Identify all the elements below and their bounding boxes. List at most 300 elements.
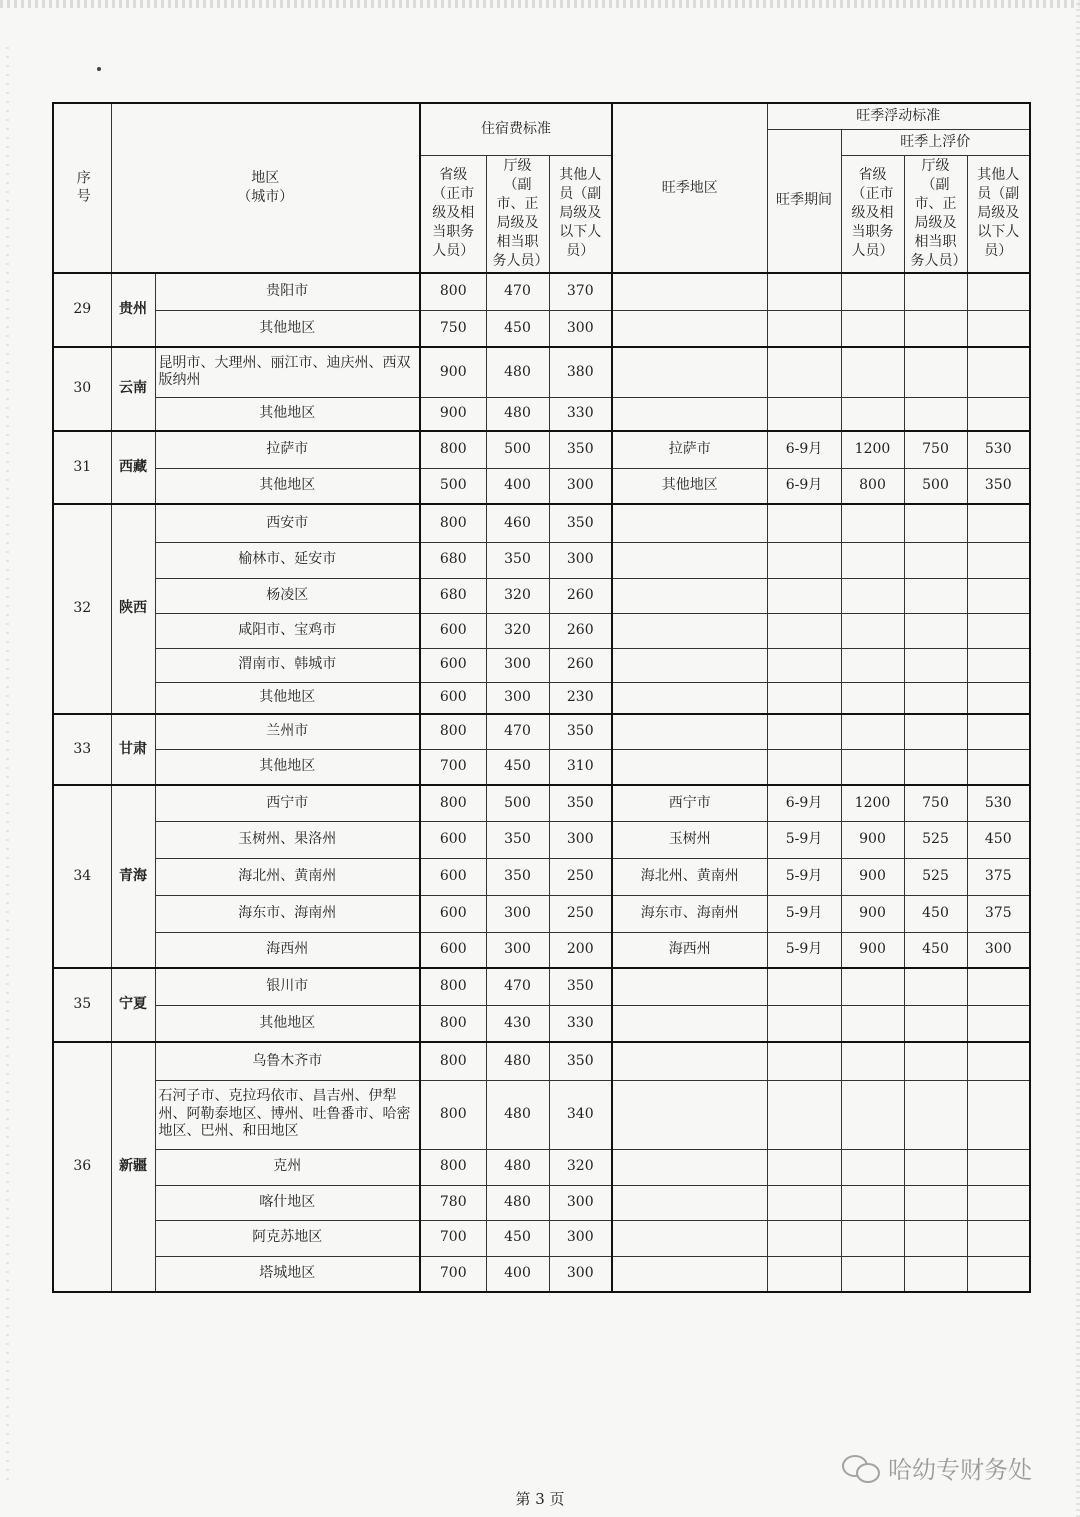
header-peak-period: 旺季期间 <box>767 129 841 273</box>
page-number: 第 3 页 <box>515 1490 565 1508</box>
peak-rate-bureau <box>904 1042 967 1080</box>
peak-rate-provincial: 900 <box>841 858 904 895</box>
province-number: 36 <box>53 1042 111 1292</box>
rate-provincial: 800 <box>420 1080 486 1149</box>
peak-rate-provincial: 900 <box>841 895 904 932</box>
peak-period-cell: 6-9月 <box>767 468 841 504</box>
table-row <box>53 1080 1030 1149</box>
area-cell: 杨凌区 <box>155 578 420 613</box>
province-number: 34 <box>53 785 111 968</box>
table-row <box>53 468 1030 504</box>
peak-rate-bureau: 450 <box>904 895 967 932</box>
rate-provincial: 700 <box>420 1220 486 1256</box>
peak-rate-bureau <box>904 1256 967 1292</box>
peak-area-cell <box>612 397 767 431</box>
peak-period-cell <box>767 504 841 542</box>
lodging-standard-table <box>52 102 1031 1293</box>
rate-other: 340 <box>549 1080 612 1149</box>
scan-edge-right <box>1076 0 1080 1517</box>
rate-other: 300 <box>549 1185 612 1220</box>
peak-rate-other: 530 <box>967 431 1030 468</box>
table-row <box>53 858 1030 895</box>
header-peak-float: 旺季浮动标准 <box>767 103 1030 129</box>
peak-rate-other <box>967 273 1030 310</box>
table-row <box>53 682 1030 714</box>
header-region <box>111 103 420 273</box>
rate-provincial: 900 <box>420 397 486 431</box>
province-name: 甘肃 <box>111 714 155 785</box>
peak-rate-bureau <box>904 347 967 397</box>
peak-area-cell <box>612 273 767 310</box>
peak-rate-provincial <box>841 1220 904 1256</box>
area-cell: 喀什地区 <box>155 1185 420 1220</box>
header-region-sub: （城市） <box>237 189 294 205</box>
rate-bureau: 320 <box>486 578 549 613</box>
wechat-icon <box>842 1453 880 1483</box>
peak-period-cell <box>767 1149 841 1185</box>
scan-speck <box>97 67 101 71</box>
peak-rate-other <box>967 648 1030 682</box>
rate-other: 200 <box>549 932 612 968</box>
rate-other: 250 <box>549 858 612 895</box>
table-row <box>53 1005 1030 1042</box>
table-row <box>53 968 1030 1005</box>
peak-period-cell: 5-9月 <box>767 932 841 968</box>
table-row <box>53 310 1030 347</box>
rate-provincial: 680 <box>420 542 486 578</box>
peak-rate-bureau <box>904 648 967 682</box>
header-peak-area: 旺季地区 <box>612 103 767 273</box>
peak-area-cell: 海西州 <box>612 932 767 968</box>
peak-period-cell <box>767 397 841 431</box>
rate-other: 300 <box>549 310 612 347</box>
peak-rate-other <box>967 504 1030 542</box>
area-cell: 榆林市、延安市 <box>155 542 420 578</box>
peak-period-cell <box>767 542 841 578</box>
peak-rate-bureau: 525 <box>904 821 967 858</box>
rate-bureau: 480 <box>486 1042 549 1080</box>
peak-period-cell <box>767 1220 841 1256</box>
rate-bureau: 450 <box>486 1220 549 1256</box>
rate-provincial: 500 <box>420 468 486 504</box>
peak-period-cell: 5-9月 <box>767 895 841 932</box>
rate-other: 300 <box>549 1256 612 1292</box>
rate-bureau: 300 <box>486 682 549 714</box>
peak-rate-other <box>967 1005 1030 1042</box>
rate-bureau: 400 <box>486 468 549 504</box>
area-cell: 其他地区 <box>155 682 420 714</box>
table-row <box>53 578 1030 613</box>
peak-rate-bureau <box>904 504 967 542</box>
table-row <box>53 347 1030 397</box>
peak-rate-provincial <box>841 613 904 648</box>
province-number: 29 <box>53 273 111 347</box>
peak-area-cell <box>612 613 767 648</box>
peak-rate-provincial <box>841 542 904 578</box>
peak-period-cell <box>767 648 841 682</box>
table-row <box>53 1042 1030 1080</box>
area-cell: 海东市、海南州 <box>155 895 420 932</box>
rate-other: 370 <box>549 273 612 310</box>
rate-provincial: 600 <box>420 932 486 968</box>
peak-rate-provincial: 800 <box>841 468 904 504</box>
rate-provincial: 780 <box>420 1185 486 1220</box>
peak-period-cell <box>767 968 841 1005</box>
table-body <box>53 273 1030 1292</box>
peak-period-cell <box>767 613 841 648</box>
area-cell: 西安市 <box>155 504 420 542</box>
peak-area-cell <box>612 648 767 682</box>
rate-bureau: 300 <box>486 648 549 682</box>
peak-rate-provincial <box>841 1042 904 1080</box>
header-lodging-std: 住宿费标准 <box>420 103 612 155</box>
table-row <box>53 1256 1030 1292</box>
rate-bureau: 470 <box>486 714 549 749</box>
peak-rate-bureau <box>904 714 967 749</box>
area-cell: 海西州 <box>155 932 420 968</box>
rate-provincial: 750 <box>420 310 486 347</box>
peak-rate-other <box>967 347 1030 397</box>
table-row <box>53 932 1030 968</box>
rate-bureau: 430 <box>486 1005 549 1042</box>
peak-rate-provincial <box>841 1256 904 1292</box>
header-col-dept: 厅级（副市、正局级及相当职务人员） <box>486 155 549 273</box>
peak-period-cell: 6-9月 <box>767 785 841 821</box>
scan-edge-left <box>6 40 9 1480</box>
table-row <box>53 821 1030 858</box>
header-col-prov-peak: 省级（正市级及相当职务人员） <box>841 155 904 273</box>
header-col-prov: 省级（正市级及相当职务人员） <box>420 155 486 273</box>
peak-rate-provincial <box>841 347 904 397</box>
peak-rate-bureau: 750 <box>904 431 967 468</box>
rate-bureau: 460 <box>486 504 549 542</box>
area-cell: 兰州市 <box>155 714 420 749</box>
peak-rate-other <box>967 613 1030 648</box>
rate-other: 230 <box>549 682 612 714</box>
peak-rate-bureau <box>904 578 967 613</box>
rate-other: 260 <box>549 613 612 648</box>
header-peak-up: 旺季上浮价 <box>841 129 1030 155</box>
rate-bureau: 300 <box>486 895 549 932</box>
peak-rate-other: 300 <box>967 932 1030 968</box>
rate-provincial: 700 <box>420 749 486 785</box>
peak-period-cell <box>767 347 841 397</box>
table-row <box>53 1149 1030 1185</box>
peak-area-cell <box>612 1256 767 1292</box>
rate-provincial: 700 <box>420 1256 486 1292</box>
area-cell: 其他地区 <box>155 310 420 347</box>
peak-rate-other <box>967 310 1030 347</box>
peak-rate-provincial <box>841 1080 904 1149</box>
rate-provincial: 800 <box>420 968 486 1005</box>
peak-area-cell <box>612 714 767 749</box>
rate-provincial: 800 <box>420 714 486 749</box>
peak-period-cell: 5-9月 <box>767 858 841 895</box>
rate-other: 300 <box>549 542 612 578</box>
peak-rate-bureau: 500 <box>904 468 967 504</box>
peak-rate-other <box>967 749 1030 785</box>
peak-rate-other <box>967 1256 1030 1292</box>
peak-area-cell <box>612 968 767 1005</box>
peak-rate-other <box>967 1042 1030 1080</box>
province-name: 西藏 <box>111 431 155 504</box>
scan-edge-top <box>0 0 1080 8</box>
peak-rate-other: 375 <box>967 895 1030 932</box>
rate-bureau: 500 <box>486 785 549 821</box>
peak-period-cell <box>767 1005 841 1042</box>
peak-rate-provincial <box>841 648 904 682</box>
rate-bureau: 350 <box>486 542 549 578</box>
peak-rate-other: 450 <box>967 821 1030 858</box>
peak-area-cell <box>612 504 767 542</box>
peak-rate-other <box>967 1080 1030 1149</box>
table-row <box>53 749 1030 785</box>
peak-rate-bureau <box>904 1185 967 1220</box>
province-number: 30 <box>53 347 111 431</box>
rate-provincial: 600 <box>420 895 486 932</box>
table-row <box>53 431 1030 468</box>
peak-rate-bureau <box>904 310 967 347</box>
rate-other: 310 <box>549 749 612 785</box>
rate-other: 300 <box>549 1220 612 1256</box>
peak-rate-bureau <box>904 1080 967 1149</box>
peak-rate-other <box>967 1220 1030 1256</box>
rate-provincial: 800 <box>420 431 486 468</box>
table-row <box>53 613 1030 648</box>
peak-period-cell <box>767 1042 841 1080</box>
peak-area-cell <box>612 1005 767 1042</box>
header-col-other-peak: 其他人员（副局级及以下人员） <box>967 155 1030 273</box>
peak-rate-provincial <box>841 1005 904 1042</box>
rate-other: 320 <box>549 1149 612 1185</box>
rate-bureau: 450 <box>486 310 549 347</box>
peak-area-cell <box>612 347 767 397</box>
peak-rate-provincial: 1200 <box>841 431 904 468</box>
header-region-label: 地区 <box>251 170 280 186</box>
peak-rate-provincial: 1200 <box>841 785 904 821</box>
rate-bureau: 480 <box>486 397 549 431</box>
area-cell: 西宁市 <box>155 785 420 821</box>
rate-provincial: 800 <box>420 1005 486 1042</box>
rate-provincial: 800 <box>420 504 486 542</box>
province-name: 云南 <box>111 347 155 431</box>
peak-area-cell: 海北州、黄南州 <box>612 858 767 895</box>
area-cell: 石河子市、克拉玛依市、昌吉州、伊犁州、阿勒泰地区、博州、吐鲁番市、哈密地区、巴州、和田地区 <box>155 1080 420 1149</box>
rate-bureau: 480 <box>486 1080 549 1149</box>
peak-period-cell <box>767 714 841 749</box>
peak-rate-provincial: 900 <box>841 932 904 968</box>
peak-rate-bureau: 525 <box>904 858 967 895</box>
peak-rate-other: 350 <box>967 468 1030 504</box>
rate-provincial: 600 <box>420 858 486 895</box>
area-cell: 其他地区 <box>155 1005 420 1042</box>
peak-area-cell: 其他地区 <box>612 468 767 504</box>
peak-rate-provincial: 900 <box>841 821 904 858</box>
area-cell: 其他地区 <box>155 749 420 785</box>
rate-provincial: 600 <box>420 821 486 858</box>
rate-other: 300 <box>549 821 612 858</box>
peak-rate-other: 375 <box>967 858 1030 895</box>
peak-rate-bureau <box>904 749 967 785</box>
table-row <box>53 895 1030 932</box>
rate-provincial: 800 <box>420 1149 486 1185</box>
peak-period-cell <box>767 1256 841 1292</box>
peak-area-cell <box>612 310 767 347</box>
area-cell: 阿克苏地区 <box>155 1220 420 1256</box>
rate-bureau: 350 <box>486 858 549 895</box>
rate-provincial: 800 <box>420 273 486 310</box>
peak-area-cell <box>612 1149 767 1185</box>
province-number: 32 <box>53 504 111 714</box>
peak-period-cell <box>767 682 841 714</box>
peak-rate-bureau: 750 <box>904 785 967 821</box>
peak-rate-other <box>967 682 1030 714</box>
area-cell: 银川市 <box>155 968 420 1005</box>
peak-area-cell: 海东市、海南州 <box>612 895 767 932</box>
peak-area-cell <box>612 1080 767 1149</box>
peak-rate-bureau <box>904 682 967 714</box>
peak-period-cell <box>767 1080 841 1149</box>
rate-other: 330 <box>549 397 612 431</box>
peak-rate-other: 530 <box>967 785 1030 821</box>
peak-rate-provincial <box>841 310 904 347</box>
peak-rate-bureau <box>904 1220 967 1256</box>
rate-other: 350 <box>549 431 612 468</box>
rate-other: 260 <box>549 648 612 682</box>
peak-period-cell: 5-9月 <box>767 821 841 858</box>
area-cell: 其他地区 <box>155 468 420 504</box>
area-cell: 海北州、黄南州 <box>155 858 420 895</box>
area-cell: 塔城地区 <box>155 1256 420 1292</box>
rate-other: 350 <box>549 504 612 542</box>
peak-area-cell <box>612 542 767 578</box>
peak-rate-other <box>967 542 1030 578</box>
peak-rate-other <box>967 397 1030 431</box>
rate-other: 350 <box>549 968 612 1005</box>
province-number: 33 <box>53 714 111 785</box>
rate-bureau: 480 <box>486 1185 549 1220</box>
rate-bureau: 470 <box>486 968 549 1005</box>
peak-period-cell <box>767 749 841 785</box>
table-row <box>53 273 1030 310</box>
rate-other: 380 <box>549 347 612 397</box>
rate-bureau: 320 <box>486 613 549 648</box>
rate-other: 260 <box>549 578 612 613</box>
area-cell: 咸阳市、宝鸡市 <box>155 613 420 648</box>
peak-area-cell <box>612 1185 767 1220</box>
peak-rate-provincial <box>841 273 904 310</box>
peak-area-cell <box>612 682 767 714</box>
province-name: 新疆 <box>111 1042 155 1292</box>
peak-rate-other <box>967 1149 1030 1185</box>
rate-other: 250 <box>549 895 612 932</box>
rate-other: 350 <box>549 785 612 821</box>
table-row <box>53 504 1030 542</box>
rate-provincial: 900 <box>420 347 486 397</box>
rate-bureau: 300 <box>486 932 549 968</box>
header-col-other: 其他人员（副局级及以下人员） <box>549 155 612 273</box>
peak-rate-bureau: 450 <box>904 932 967 968</box>
table-row <box>53 1185 1030 1220</box>
peak-period-cell: 6-9月 <box>767 431 841 468</box>
table-row <box>53 1220 1030 1256</box>
rate-other: 330 <box>549 1005 612 1042</box>
peak-rate-provincial <box>841 504 904 542</box>
peak-area-cell <box>612 578 767 613</box>
province-number: 35 <box>53 968 111 1042</box>
peak-area-cell <box>612 1042 767 1080</box>
peak-rate-bureau <box>904 542 967 578</box>
area-cell: 拉萨市 <box>155 431 420 468</box>
rate-bureau: 350 <box>486 821 549 858</box>
rate-provincial: 600 <box>420 613 486 648</box>
rate-provincial: 800 <box>420 1042 486 1080</box>
rate-other: 300 <box>549 468 612 504</box>
area-cell: 其他地区 <box>155 397 420 431</box>
area-cell: 克州 <box>155 1149 420 1185</box>
rate-bureau: 500 <box>486 431 549 468</box>
peak-rate-other <box>967 968 1030 1005</box>
peak-rate-bureau <box>904 397 967 431</box>
peak-area-cell <box>612 1220 767 1256</box>
rate-bureau: 400 <box>486 1256 549 1292</box>
peak-rate-provincial <box>841 682 904 714</box>
peak-rate-bureau <box>904 968 967 1005</box>
area-cell: 贵阳市 <box>155 273 420 310</box>
rate-bureau: 450 <box>486 749 549 785</box>
rate-provincial: 600 <box>420 682 486 714</box>
peak-rate-provincial <box>841 1185 904 1220</box>
peak-area-cell: 玉树州 <box>612 821 767 858</box>
rate-bureau: 480 <box>486 1149 549 1185</box>
peak-rate-bureau <box>904 1005 967 1042</box>
table-row <box>53 785 1030 821</box>
rate-bureau: 470 <box>486 273 549 310</box>
watermark-text: 哈幼专财务处 <box>888 1456 1032 1484</box>
peak-area-cell <box>612 749 767 785</box>
table-row <box>53 542 1030 578</box>
peak-rate-provincial <box>841 714 904 749</box>
rate-other: 350 <box>549 714 612 749</box>
header-col-dept-peak: 厅级（副市、正局级及相当职务人员） <box>904 155 967 273</box>
peak-area-cell: 拉萨市 <box>612 431 767 468</box>
province-name: 贵州 <box>111 273 155 347</box>
peak-rate-other <box>967 1185 1030 1220</box>
rate-provincial: 600 <box>420 648 486 682</box>
peak-rate-provincial <box>841 1149 904 1185</box>
peak-period-cell <box>767 273 841 310</box>
watermark <box>842 1450 1032 1485</box>
province-name: 宁夏 <box>111 968 155 1042</box>
table-row <box>53 648 1030 682</box>
peak-period-cell <box>767 310 841 347</box>
table-row <box>53 397 1030 431</box>
peak-rate-other <box>967 578 1030 613</box>
peak-rate-provincial <box>841 578 904 613</box>
rate-bureau: 480 <box>486 347 549 397</box>
peak-rate-bureau <box>904 613 967 648</box>
peak-rate-provincial <box>841 397 904 431</box>
area-cell: 渭南市、韩城市 <box>155 648 420 682</box>
peak-rate-other <box>967 714 1030 749</box>
province-name: 陕西 <box>111 504 155 714</box>
peak-period-cell <box>767 1185 841 1220</box>
peak-rate-provincial <box>841 968 904 1005</box>
table-row <box>53 714 1030 749</box>
peak-period-cell <box>767 578 841 613</box>
peak-rate-bureau <box>904 1149 967 1185</box>
header-seq: 序号 <box>53 103 111 273</box>
